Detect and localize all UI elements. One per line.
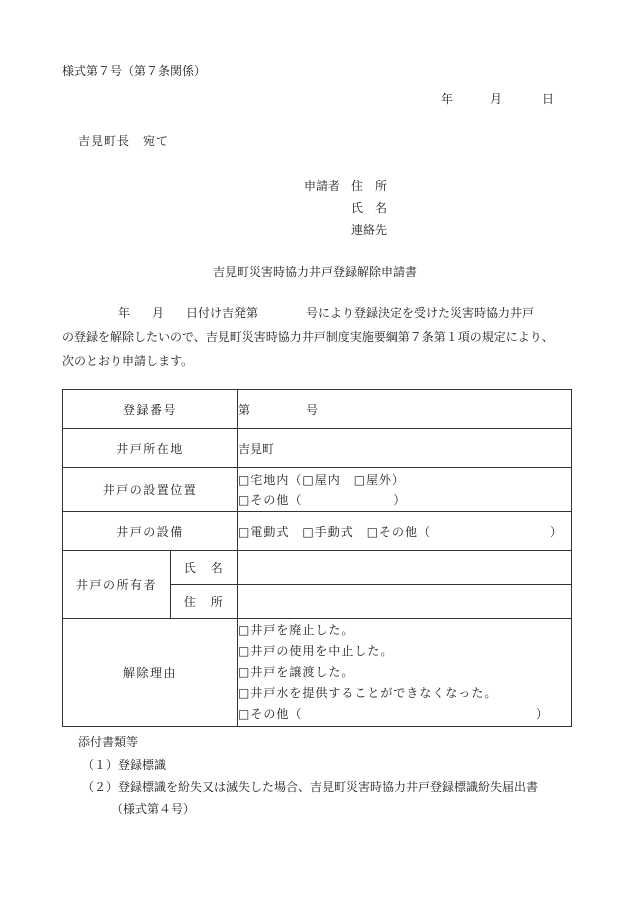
attachment-item-1: （１）登録標識 (82, 758, 167, 772)
body-line-1 (62, 301, 562, 325)
equipment-close-paren: ） (550, 524, 563, 539)
reason-option-discontinued[interactable]: □井戸の使用を中止した。 (238, 644, 394, 658)
reason-option-other[interactable] (238, 704, 571, 725)
attachments-label: 添付書類等 (78, 735, 139, 749)
owner-name-field[interactable] (238, 551, 572, 585)
row-well-equipment (63, 512, 572, 551)
body-month: 月 (152, 306, 165, 320)
attachment-item-2: （２）登録標識を紛失又は滅失した場合、吉見町災害時協力井戸登録標識紛失届出書 (82, 780, 539, 794)
applicant-address-label: 住 所 (351, 179, 388, 193)
body-number-text: 号により登録決定を受けた災害時協力井戸 (306, 306, 535, 320)
applicant-label: 申請者 (304, 179, 341, 193)
equipment-options-text: □電動式 □手動式 □その他（ (238, 524, 432, 539)
cancellation-reason-options (238, 619, 572, 727)
owner-address-label: 住 所 (171, 585, 238, 619)
well-location-value: 吉見町 (238, 429, 572, 468)
row-owner-name (63, 551, 572, 585)
owner-label: 井戸の所有者 (63, 551, 171, 619)
well-equipment-label: 井戸の設備 (63, 512, 238, 551)
body-date-issue: 日付け吉発第 (186, 306, 259, 320)
row-cancellation-reason (63, 619, 572, 727)
attachment-item-2-sub: （様式第４号） (111, 802, 196, 816)
document-title: 吉見町災害時協力井戸登録解除申請書 (212, 265, 417, 279)
date-year: 年 (441, 92, 454, 106)
body-line-3: 次のとおり申請します。 (62, 354, 194, 368)
well-position-label: 井戸の設置位置 (63, 468, 238, 512)
date-day: 日 (542, 92, 555, 106)
body-year: 年 (118, 306, 131, 320)
reason-option-unable-to-supply[interactable]: □井戸水を提供することができなくなった。 (238, 686, 498, 700)
well-equipment-options[interactable] (238, 512, 572, 551)
body-text (62, 301, 562, 373)
cancellation-reason-label: 解除理由 (63, 619, 238, 727)
well-position-options (238, 468, 572, 512)
applicant-block (304, 177, 424, 237)
registration-number-value (238, 390, 572, 429)
application-table (62, 389, 572, 727)
well-location-label: 井戸所在地 (63, 429, 238, 468)
reason-other-text: □その他（ (238, 707, 303, 721)
row-well-location (63, 429, 572, 468)
body-line-2: の登録を解除したいので、吉見町災害時協力井戸制度実施要綱第７条第１項の規定により、 (62, 330, 554, 344)
owner-address-field[interactable] (238, 585, 572, 619)
row-well-position (63, 468, 572, 512)
registration-number-label: 登録番号 (63, 390, 238, 429)
applicant-name-label: 氏 名 (351, 201, 388, 215)
owner-name-label: 氏 名 (171, 551, 238, 585)
row-registration-number (63, 390, 572, 429)
reason-option-abolished[interactable]: □井戸を廃止した。 (238, 623, 355, 637)
reason-option-transferred[interactable]: □井戸を譲渡した。 (238, 665, 355, 679)
form-number: 様式第７号（第７条関係） (62, 64, 207, 78)
position-option-other[interactable]: □その他（ ） (238, 492, 407, 507)
addressee: 吉見町長 宛て (78, 134, 170, 148)
registration-number-suffix: 号 (306, 402, 319, 417)
position-option-residential[interactable]: □宅地内（□屋内 □屋外） (238, 472, 406, 487)
date-month: 月 (490, 92, 503, 106)
reason-other-close-paren: ） (536, 707, 550, 721)
registration-number-prefix: 第 (238, 402, 251, 417)
applicant-contact-label: 連絡先 (351, 223, 388, 237)
